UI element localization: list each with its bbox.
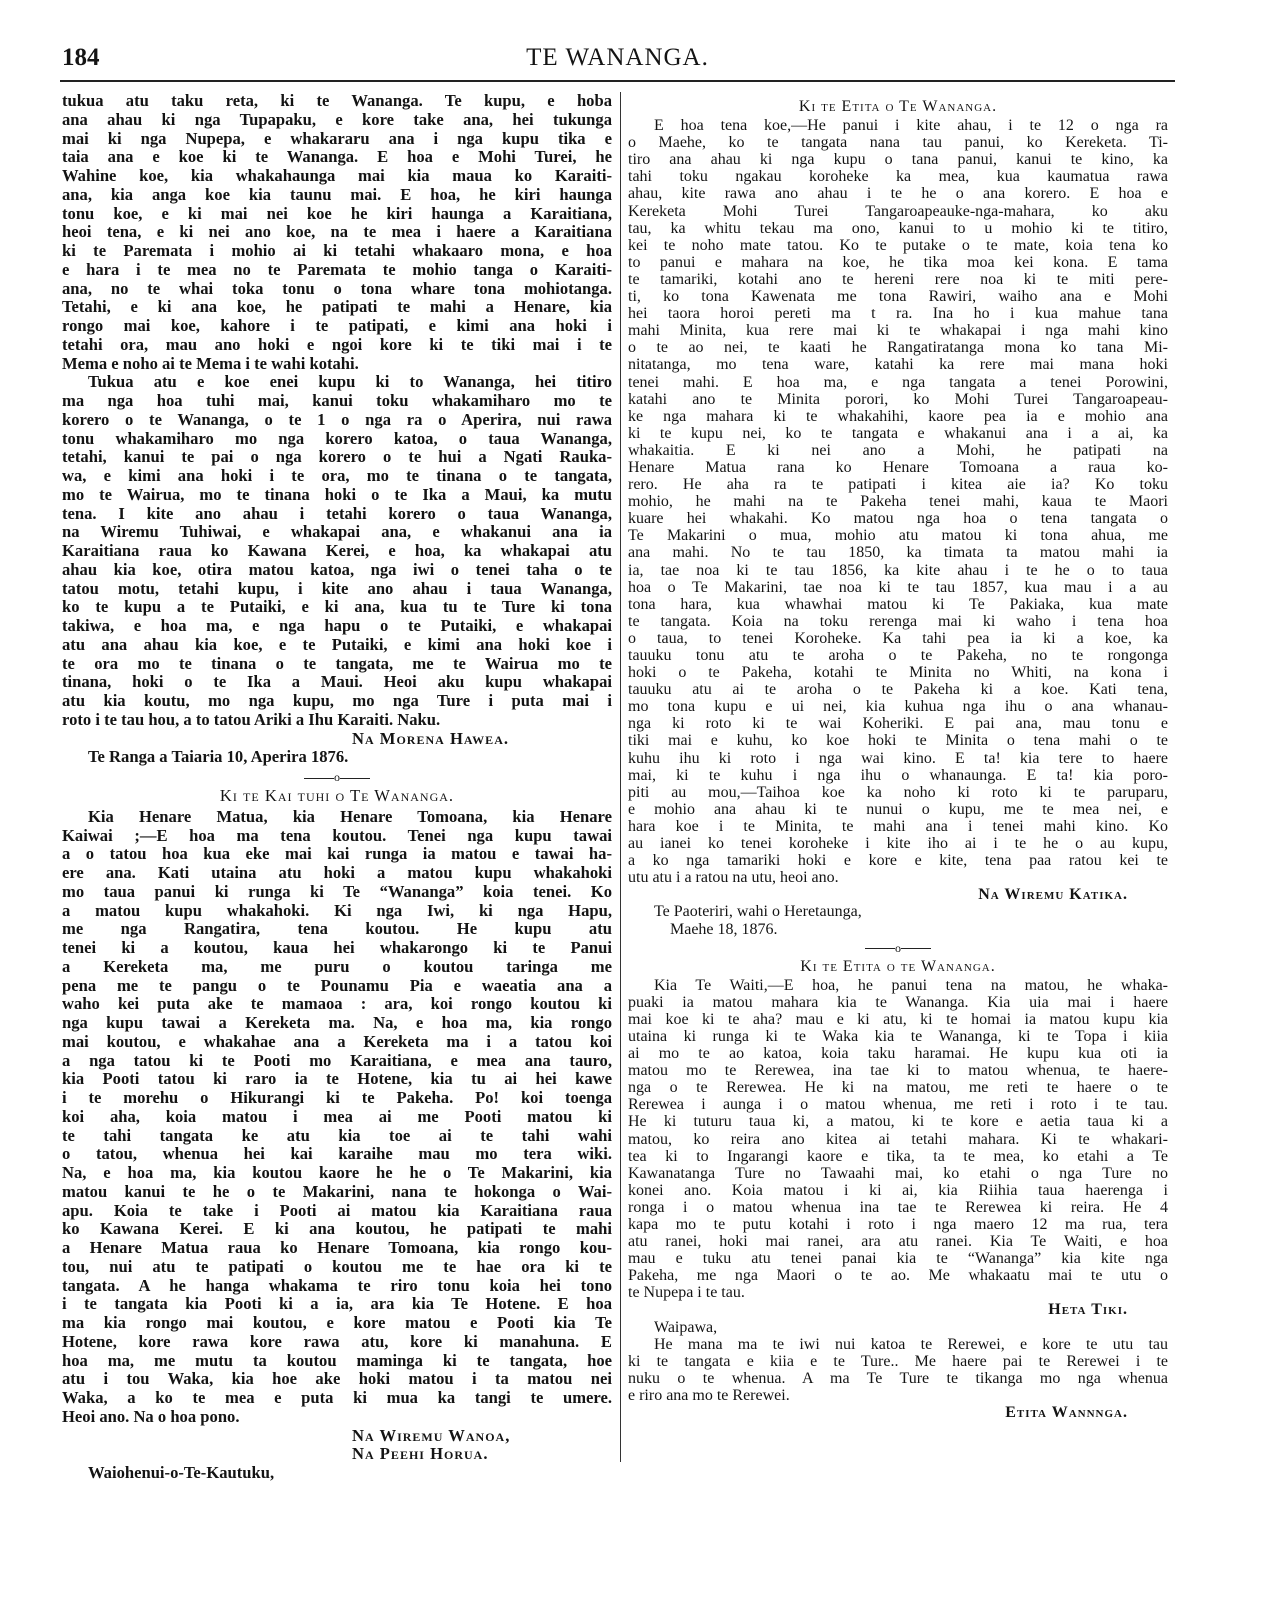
text-line: roto i te tau hou, a to tatou Ariki a Ihu Karaiti. Naku. [62, 709, 441, 729]
text-line: tinana, hoki o te Ika a Maui. Heoi aku kupu whakapai [62, 672, 612, 692]
text-line: a ko nga tamariki hoki e kore e kite, tena paa ratou kei te [628, 852, 1168, 870]
text-line: ere ana. Kati utaina atu hoki a matou kupu whakahoki [62, 863, 612, 882]
text-line: ahau kia koe, otira matou katoa, nga iwi o tenei taha o te [62, 559, 612, 579]
text-line: Kereketa Mohi Turei Tangaroapeauke-nga-mahara, ko aku [628, 202, 1168, 220]
text-line: wa, e kimi ana hoki i te ora, mo te tinana o te tangata, [62, 466, 612, 485]
text-line: ana ahau ki nga Tupapaku, e kore take ana, hei tukunga [62, 109, 612, 129]
text-line: mau e tuku atu tenei panai kia te “Wananga” kia kite nga [628, 1250, 1168, 1268]
article-heading: Ki te Etita o te Wananga. [800, 957, 996, 975]
text-line: mo taua panui ki runga ki Te “Wananga” koia tenei. Ko [62, 881, 612, 901]
signature: Na Wiremu Katika. [978, 886, 1128, 904]
text-line: heoi tena, e ki nei ano koe, na te mea i haere a Karaitiana [62, 222, 612, 242]
signature: Etita Wannnga. [1005, 1404, 1128, 1422]
section-separator [628, 942, 1168, 954]
text-line: a Henare Matua raua ko Henare Tomoana, kia rongo kou- [62, 1238, 612, 1257]
text-line: taia ana e koe ki te Wananga. E hoa e Mohi Turei, he [62, 147, 612, 167]
dateline: Waipawa, [654, 1318, 718, 1336]
header-rule [60, 80, 1175, 82]
text-line: tauuku atu ai te aroha o te Pakeha ki a koe. Kati tena, [628, 681, 1168, 699]
text-line: Karaitiana raua ko Kawana Kerei, e hoa, ka whakapai atu [62, 541, 612, 560]
text-line: nga ki roto ki te wai Koheriki. E pai ana, mau tonu e [628, 715, 1168, 733]
text-line: tatou motu, tetahi kupu, i kite ano ahau i taua Wananga, [62, 578, 612, 598]
text-line: apu. Koia te take i Pooti ai matou kia Karaitiana raua [62, 1200, 612, 1220]
text-line: mo te Wairua, mo te tinana hoki o te Ika a Maui, ka mutu [62, 484, 612, 504]
text-line: kuhu ihu ki roto i nga wai kino. E ta! kia tere to haere [628, 749, 1168, 767]
text-line: o taua, to tenei Koroheke. Ka tahi pea ia ki a koe, ka [628, 629, 1168, 647]
text-line: a matou kupu whakahoki. Ki nga Iwi, ki nga Hapu, [62, 900, 612, 920]
text-line: Rerewea i aunga i o matou whenua, me reti i roto i te tau. [628, 1096, 1168, 1114]
text-line: i te morehu o Hikurangi ki te Pakeha. Po! koi toenga [62, 1088, 612, 1107]
text-line: nuku o te whenua. A ma Te Ture te tikanga mo nga whenua [628, 1369, 1168, 1387]
text-line: na Wiremu Tuhiwai, e whakapai ana, e whakanui ana ia [62, 522, 612, 542]
text-line: Tukua atu e koe enei kupu ki to Wananga, hei titiro [88, 372, 612, 392]
text-line: katahi ano te Minita porori, ko Mohi Turei Tangaroapeau- [628, 390, 1168, 408]
text-line: tonu whakamiharo mo nga korero katoa, o taua Wananga, [62, 428, 612, 448]
text-line: matou kanui te he o te Makarini, nana te hokonga o Wai- [62, 1181, 612, 1201]
text-line: takiwa, e hoa ma, e nga hapu o te Putaiki, e whakapai [62, 616, 612, 635]
text-line: atu i tou Waka, kia hoe ake hoki matou i ta matou nei [62, 1369, 612, 1389]
text-line: Heoi ano. Na o hoa pono. [62, 1406, 240, 1426]
text-line: koi aha, koia matou i mea ai me Pooti matou ki [62, 1106, 612, 1126]
text-line: tiro ana ahau ki nga kupu o tana panui, kanui te kino, ka [628, 151, 1168, 169]
text-line: rongo mai koe, kahore i te patipati, e kimi ana hoki i [62, 316, 612, 335]
text-line: Kia Te Waiti,—E hoa, he panui tena na matou, he whaka- [654, 976, 1168, 994]
text-line: mohio, he mahi na te Pakeha tenei mahi, kaua te Maori [628, 493, 1168, 511]
dateline: Maehe 18, 1876. [654, 920, 778, 938]
text-line: tenei ki a koutou, kaua hei whakarongo ki te Panui [62, 938, 612, 957]
text-line: mai koe ki te aha? mau e ki atu, ki te homai ia matou kupu kia [628, 1010, 1168, 1028]
text-line: kapa mo te putu kotahi i roto i nga maero 12 ma rua, tera [628, 1216, 1168, 1233]
text-line: o tatou, whenua hei kai karaihe mau mo tera wiki. [62, 1144, 612, 1164]
text-line: puaki ia matou mahara kia te Wananga. Kia uia mai i haere [628, 993, 1168, 1011]
text-line: me nga Rangatira, tena koutou. He kupu atu [62, 919, 612, 939]
text-line: e mohio ana ahau ki te nunui o kupu, me te mea nei, e [628, 800, 1168, 818]
text-line: tahi toku ngakau koroheke ka mea, kua kaumatua rawa [628, 168, 1168, 186]
separator-mark: o [334, 770, 340, 784]
text-line: nga o te Rerewea. He ki na matou, me reti te haere o te [628, 1079, 1168, 1097]
article-paragraph [628, 977, 1168, 1302]
text-line: Wahine koe, kia whakahaunga mai kia maua ko Karaiti- [62, 166, 612, 185]
text-line: ana, no te whai toka tonu o tona whare tona mohiotanga. [62, 278, 612, 298]
text-line: ana, kia anga koe kia taunu mai. E hoa, he kiri haunga [62, 184, 612, 204]
text-line: te tamariki, kotahi ano te hereni rere noa ki te miti pere- [628, 270, 1168, 288]
text-line: Waka, a ko te mea e puta ki mua ka tangi te umere. [62, 1388, 612, 1407]
text-line: tonu koe, e ki mai nei koe he kiri haunga a Karaitiana, [62, 203, 612, 223]
text-line: ki te kupu nei, ko te tangata e whakanui ana i a ai, ka [628, 424, 1168, 442]
dateline: Waiohenui-o-Te-Kautuku, [88, 1463, 275, 1482]
text-line: whakaitia. E ki nei ano a Mohi, he patipati na [628, 441, 1168, 459]
signature: Na Peehi Horua. [352, 1444, 489, 1464]
text-line: Kawanatanga Ture no Tawaahi mai, ko etahi o nga Ture no [628, 1164, 1168, 1182]
text-line: ai mo te ao katoa, koia taku haramai. He kupu kua oti ia [628, 1045, 1168, 1063]
text-line: e hara i te mea no te Paremata te mohio tanga o Karaiti- [62, 259, 612, 279]
text-line: hoa o Te Makarini, tae noa ki te tau 1857, kua mau i a au [628, 578, 1168, 596]
text-line: ko te kupu a te Putaiki, e ki ana, kua tu te Ture ki tona [62, 597, 612, 617]
newspaper-title: TE WANANGA. [526, 44, 709, 71]
text-line: piti au mou,—Taihoa koe ka noho ki roto ki te paruparu, [628, 783, 1168, 801]
text-line: utaina ki runga ki te Waka kia te Wananga, ki te Topa i kiia [628, 1027, 1168, 1045]
left-column [62, 92, 612, 1483]
text-line: tetahi, kanui te pai o nga korero o te hui a Ngati Rauka- [62, 447, 612, 467]
rule-line [304, 778, 334, 779]
text-line: kia Pooti tatou ki raro ia te Hotene, kia tu ai hei kawe [62, 1069, 612, 1089]
rule-line [340, 778, 370, 779]
text-line: Kaiwai ;—E hoa ma tena koutou. Tenei nga kupu tawai [62, 825, 612, 845]
text-line: tauuku tonu atu te aroha o te Pakeha, no te rongonga [628, 647, 1168, 664]
text-line: tetahi ora, mau ano hoki e ngoi kore ki te tiki mai i te [62, 334, 612, 354]
text-line: tangata. A he hanga whakama te riro tonu koia hei tono [62, 1275, 612, 1295]
text-line: hara koe i te Minita, te mahi ana i tenei mahi kino. Ko [628, 817, 1168, 835]
text-line: ti, ko tona Kawenata me tona Rawiri, waiho ana e Mohi [628, 288, 1168, 306]
text-line: korero o te Wananga, o te 1 o nga ra o Aperira, nui rawa [62, 409, 612, 429]
text-line: tiki mai e kuhu, ko koe hoki te Minita o tena mahi o te [628, 732, 1168, 750]
article-heading: Ki te Kai tuhi o Te Wananga. [219, 786, 455, 805]
signature: Na Morena Hawea. [352, 728, 510, 748]
text-line: matou, ko reira ano kitea ai tetahi mahara. Ki te whakari- [628, 1130, 1168, 1148]
text-line: kuare hei whakahi. Ko matou nga hoa o tena tangata o [628, 510, 1168, 528]
text-line: ke nga mahara ki te whakahihi, kaore pea ia e mohio ana [628, 407, 1168, 425]
text-line: nitatanga, mo tena ware, katahi ka rere mai mana hoki [628, 356, 1168, 374]
text-line: He mana ma te iwi nui katoa te Rerewei, e kore te utu tau [654, 1335, 1168, 1353]
text-line: a nga tatou ki te Pooti mo Karaitiana, e mea ana tauro, [62, 1050, 612, 1070]
text-line: mahi Minita, kua rere mai ki te whakapai i nga mahi kino [628, 322, 1168, 340]
section-separator [62, 771, 612, 783]
text-line: ronga i o matou whenua ina tae te Rerewea ki reira. He 4 [628, 1198, 1168, 1216]
text-line: hoki o te Pakeha, kotahi te Minita no Whiti, na kona i [628, 664, 1168, 682]
signature: Heta Tiki. [1048, 1301, 1128, 1319]
text-line: a Kereketa ma, me puru o koutou taringa me [62, 956, 612, 976]
text-line: o Maehe, ko te tangata nana tau panui, ko Kereketa. Ti- [628, 134, 1168, 152]
text-line: te tahi tangata ke atu kia toe ai te tahi wahi [62, 1125, 612, 1145]
text-line: tea ki to Ingarangi kaore e tika, ta te mea, ko etahi a Te [628, 1147, 1168, 1165]
text-line: atu ranei, hoki mai ranei, ara atu ranei. Kia Te Waiti, e hoa [628, 1233, 1168, 1251]
text-line: ia, tae noa ki te tau 1856, ka kite ahau i te he o to taua [628, 561, 1168, 579]
text-line: rero. He aha ra te patipati i kitea aie ia? Ko toku [628, 476, 1168, 494]
text-line: ana mahi. No te tau 1850, ka timata ta matou mahi ia [628, 544, 1168, 562]
text-line: matou mo te Rerewea, ina tae ki to matou whenua, te haere- [628, 1062, 1168, 1080]
text-line: utu atu i a ratou na utu, heoi ano. [628, 869, 839, 887]
signature: Na Wiremu Wanoa, [352, 1425, 511, 1445]
text-line: au ianei ko tenei koroheke i kite iho ai i te he o au kupu, [628, 835, 1168, 853]
page-header [60, 44, 1175, 80]
text-line: Pakeha, me nga Maori o te ao. Me whakaatu mai te utu o [628, 1267, 1168, 1285]
right-column [628, 96, 1168, 1421]
rule-line [865, 948, 895, 949]
article-paragraph [62, 92, 612, 373]
text-line: te Nupepa i te tau. [628, 1284, 745, 1302]
text-line: a o tatou hoa kua eke mai kai runga ia matou e tawai ha- [62, 844, 612, 864]
text-line: to panui e mahara na koe, he tika moa kei kona. E tama [628, 253, 1168, 271]
text-line: atu ana ahau kia koe, e te Putaiki, e kimi ana hoki koe i [62, 634, 612, 654]
article-paragraph [62, 808, 612, 1427]
text-line: ki te Paremata i mohio ai ki tetahi whakaaro mona, e hoa [62, 241, 612, 260]
article-heading: Ki te Etita o Te Wananga. [798, 98, 998, 115]
text-line: ki te tangata e kiia e te Ture.. Me haere pai te Rerewei i te [628, 1352, 1168, 1370]
dateline: Te Ranga a Taiaria 10, Aperira 1876. [88, 747, 349, 767]
text-line: i te tangata kia Pooti ki a ia, ara kia Te Hotene. E hoa [62, 1294, 612, 1314]
text-line: tau, ka whitu tekau ma ono, kanui to u mohio ki te titiro, [628, 219, 1168, 237]
text-line: He ki tuturu taua ki, a matou, ki te kore e aetia taua ki a [628, 1113, 1168, 1131]
text-line: tukua atu taku reta, ki te Wananga. Te kupu, e hoba [62, 91, 612, 110]
separator-mark: o [895, 940, 901, 955]
text-line: mai ki nga Nupepa, e whakararu ana i nga kupu tika e [62, 128, 612, 148]
text-line: nga kupu tawai a Kereketa ma. Na, e hoa ma, kia rongo [62, 1013, 612, 1032]
text-line: ma kia rongo mai koutou, e kore matou e Pooti kia Te [62, 1313, 612, 1332]
text-line: ahau, kite rawa ano ahau i te he o ana korero. E hoa e [628, 185, 1168, 203]
text-line: ma nga hoa tuhi mai, kanui toku whakamiharo mo te [62, 391, 612, 410]
text-line: tenei mahi. E hoa ma, e nga tangata a tenei Porowini, [628, 373, 1168, 391]
text-line: Te Makarini o mua, mohio atu matou ki tona ahua, me [628, 527, 1168, 545]
text-line: E hoa tena koe,—He panui i kite ahau, i te 12 o nga ra [654, 117, 1168, 135]
dateline: Te Paoteriri, wahi o Heretaunga, [654, 903, 862, 921]
text-line: Hotene, kore rawa kore rawa atu, kore ki manahuna. E [62, 1331, 612, 1351]
text-line: kei te noho mate tatou. Ko te putake o te mate, koia tena ko [628, 236, 1168, 254]
article-paragraph [628, 1336, 1168, 1404]
text-line: mai koutou, e whakahae ana a Kereketa ma i a tatou koi [62, 1031, 612, 1051]
text-line: o te ao nei, te kaati he Rangatiratanga mona ko tana Mi- [628, 339, 1168, 357]
text-line: tona hara, kua whawhai matou ki Te Pakiaka, kua mate [628, 595, 1168, 613]
text-line: te ora mo te tinana o te tangata, me te Wairua mo te [62, 653, 612, 673]
article-paragraph [628, 117, 1168, 886]
text-line: pena me te pangu o te Pounamu Pia e waeatia ana a [62, 975, 612, 995]
text-line: konei ano. Koia matou i ki ai, kia Riihia taua haerenga i [628, 1181, 1168, 1199]
column-divider [620, 92, 621, 1462]
text-line: hoa ma, me mutu ta koutou maminga ki te tangata, hoe [62, 1350, 612, 1370]
text-line: Tetahi, e ki ana koe, he patipati te mahi a Henare, kia [62, 297, 612, 317]
text-line: waho kei puta ake te mamaoa : ara, koi rongo koutou ki [62, 994, 612, 1014]
page-number: 184 [62, 44, 100, 71]
text-line: mo tona kupu e ui nei, kia kuhua nga ihu o ana whanau- [628, 698, 1168, 716]
article-paragraph [62, 373, 612, 729]
text-line: e riro ana mo te Rerewei. [628, 1386, 790, 1404]
text-line: tou, nui atu te patipati o koutou me te hae ora ki te [62, 1256, 612, 1276]
rule-line [901, 948, 931, 949]
text-line: tena. I kite ano ahau i tetahi korero o taua Wananga, [62, 503, 612, 523]
text-line: atu kia koutu, mo nga kupu, mo nga Ture i puta mai i [62, 691, 612, 710]
text-line: mai, ki te kuhu i nga ihu o whanaunga. E ta! kia poro- [628, 766, 1168, 784]
text-line: Kia Henare Matua, kia Henare Tomoana, kia Henare [88, 806, 612, 826]
text-line: Na, e hoa ma, kia koutou kaore he he o Te Makarini, kia [62, 1163, 612, 1182]
text-line: Henare Matua rana ko Henare Tomoana a raua ko- [628, 458, 1168, 476]
text-line: te tangata. Koia na toku rerenga mai ki waho i tena hoa [628, 612, 1168, 630]
text-line: ko Kawana Kerei. E ki ana koutou, he patipati te mahi [62, 1219, 612, 1239]
text-line: hei taora horoi pereti ma t ra. Ina ho i kua mahue tana [628, 305, 1168, 323]
text-line: Mema e noho ai te Mema i te wahi kotahi. [62, 353, 359, 373]
